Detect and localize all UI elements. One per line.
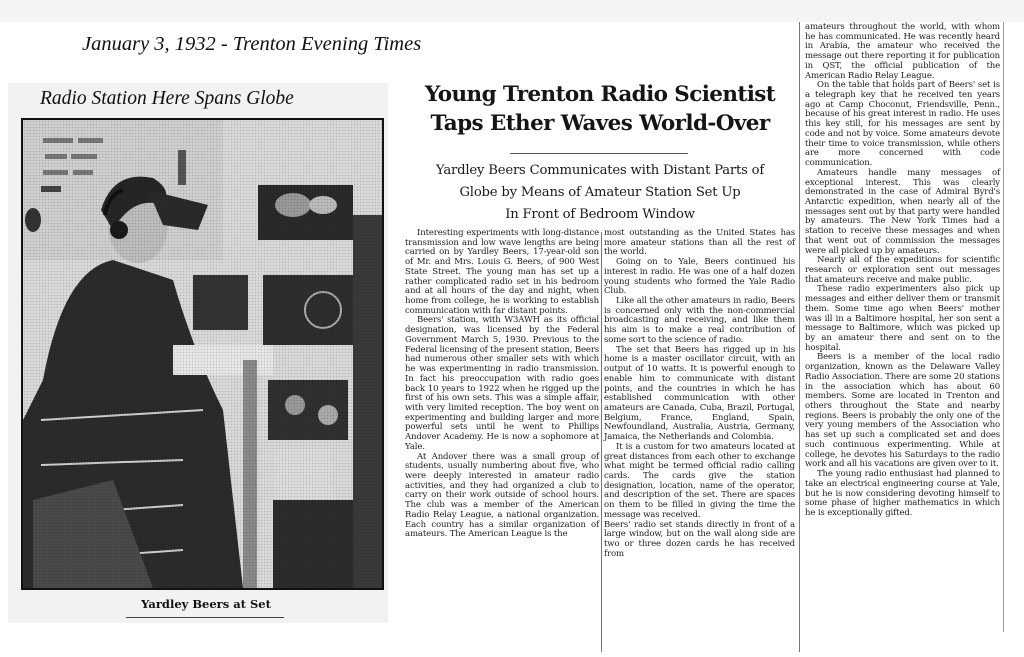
paragraph: Beers' radio set stands directly in front of a large window, but on the wall along side are two or three dozen cards he has received from [604,519,795,559]
article-column-1 [405,229,599,540]
article-headline [405,80,795,138]
paragraph: It is a custom for two amateurs located at great distances from each other to exchange what might be termed official radio calling cards. The cards give the station designation, location, name of the operator, and description of the set. There are spaces on them to be filled in giving the time the message was received. [604,441,795,520]
photo-headline: Radio Station Here Spans Globe [40,88,294,109]
paragraph: The young radio enthusiast had planned to take an electrical engineering course at Yale, but he is now considering devoting himself to some phase of higher mathematics in which he is exceptionally gifted. [805,469,1000,518]
subheadline-line: Globe by Means of Amateur Station Set Up [459,185,741,200]
headline-line: Young Trenton Radio Scientist [424,82,776,107]
paragraph: Beers' station, with W3AWH as its official designation, was licensed by the Federal Government March 5, 1930. Previous to the Federal licensing of the present station, Beers had numerous other smaller sets with which he was experimenting in radio transmission. In fact his preoccupation with radio goes back 10 years to 1922 when he rigged up the first of his own sets. This was a simple affair, with very limited reception. The boy went on experimenting and building larger and more powerful sets until he went to Phillips Andover Academy. He is now a sophomore at Yale. [405,315,599,452]
photo-caption: Yardley Beers at Set [141,597,271,611]
paragraph: Beers is a member of the local radio organization, known as the Delaware Valley Radio Association. There are some 20 stations in the association which has about 60 members. Some are located in Trenton and others throughout the State and nearby regions. Beers is probably the only one of the very young members of the Association who has set up such a complicated set and does such continuous experimenting. While at college, he devotes his Saturdays to the radio work and all his vacations are given over to it. [805,352,1000,470]
paragraph: On the table that holds part of Beers' set is a telegraph key that he received ten years ago at Camp Choconut, Friendsville, Penn., because of his great interest in radio. He uses this key still, for his messages are sent by code and not by voice. Some amateurs devote their time to voice transmission, while others are more concerned with code communication. [805,80,1000,169]
paragraph: Interesting experiments with long-distance transmission and low wave lengths are being carried on by Yardley Beers, 17-year-old son of Mr. and Mrs. Louis G. Beers, of 900 West State Street. The young man has set up a rather complicated radio set in his bedroom and at all hours of the day and night, when home from college, he is working to establish communication with far distant points. [405,228,599,316]
column-divider [799,22,800,652]
subheadline-line: Yardley Beers Communicates with Distant Parts of [435,163,765,178]
paragraph: Amateurs handle many messages of exceptional interest. This was clearly demonstrated in the case of Admiral Byrd's Antarctic expedition, when nearly all of the messages sent out by that party were handled by amateurs. The New York Times had a station to receive these messages and when that went out of commission the messages were all picked up by amateurs. [805,167,1000,256]
paragraph: Nearly all of the expeditions for scientific research or exploration sent out messages that amateurs receive and make public. [805,255,1000,285]
paragraph: most outstanding as the United States has more amateur stations than all the rest of the world. [604,228,795,258]
headline-line: Taps Ether Waves World-Over [430,111,770,136]
paragraph: Like all the other amateurs in radio, Beers is concerned only with the non-commercial broadcasting and receiving, and like them his aim is to make a real contribution of some sort to the science of radio. [604,296,795,345]
photograph-yardley-beers-at-radio-set [21,118,384,590]
paragraph: These radio experimenters also pick up messages and either deliver them or transmit them. Some time ago when Beers' mother was ill in a Baltimore hospital, her son sent a message to Baltimore, which was picked up by an amateur there and sent on to the hospital. [805,284,1000,353]
article-column-2 [604,229,795,559]
article-column-3 [805,23,1000,519]
headline-divider [510,153,688,154]
caption-divider [126,617,284,618]
dateline: January 3, 1932 - Trenton Evening Times [82,33,422,55]
column-divider [1003,22,1004,632]
column-divider [601,232,602,652]
paragraph: At Andover there was a small group of students, usually numbering about five, who were deeply interested in amateur radio activities, and they had organized a club to carry on their work outside of school hours. The club was a member of the American Radio Relay League, a national organization. Each country has a similar organization of amateurs. The American League is the [405,451,599,540]
paragraph: Going on to Yale, Beers continued his interest in radio. He was one of a half dozen young students who formed the Yale Radio Club. [604,257,795,297]
paragraph: amateurs throughout the world, with whom he has communicated. He was recently heard in Arabia, the amateur who received the message out there reporting it for publication in QST, the official publication of the American Radio Relay League. [805,22,1000,81]
subheadline-line: In Front of Bedroom Window [505,207,695,222]
article-subheadline [405,160,795,226]
paragraph: The set that Beers has rigged up in his home is a master oscillator circuit, with an output of 10 watts. It is powerful enough to enable him to communicate with distant points, and the countries in which he has established communication with other amateurs are Canada, Cuba, Brazil, Portugal, Belgium, France, England, Spain, Newfoundland, Australia, Austria, Germany, Jamaica, the Netherlands and Colombia. [604,344,795,443]
page-top-margin [0,0,1024,22]
